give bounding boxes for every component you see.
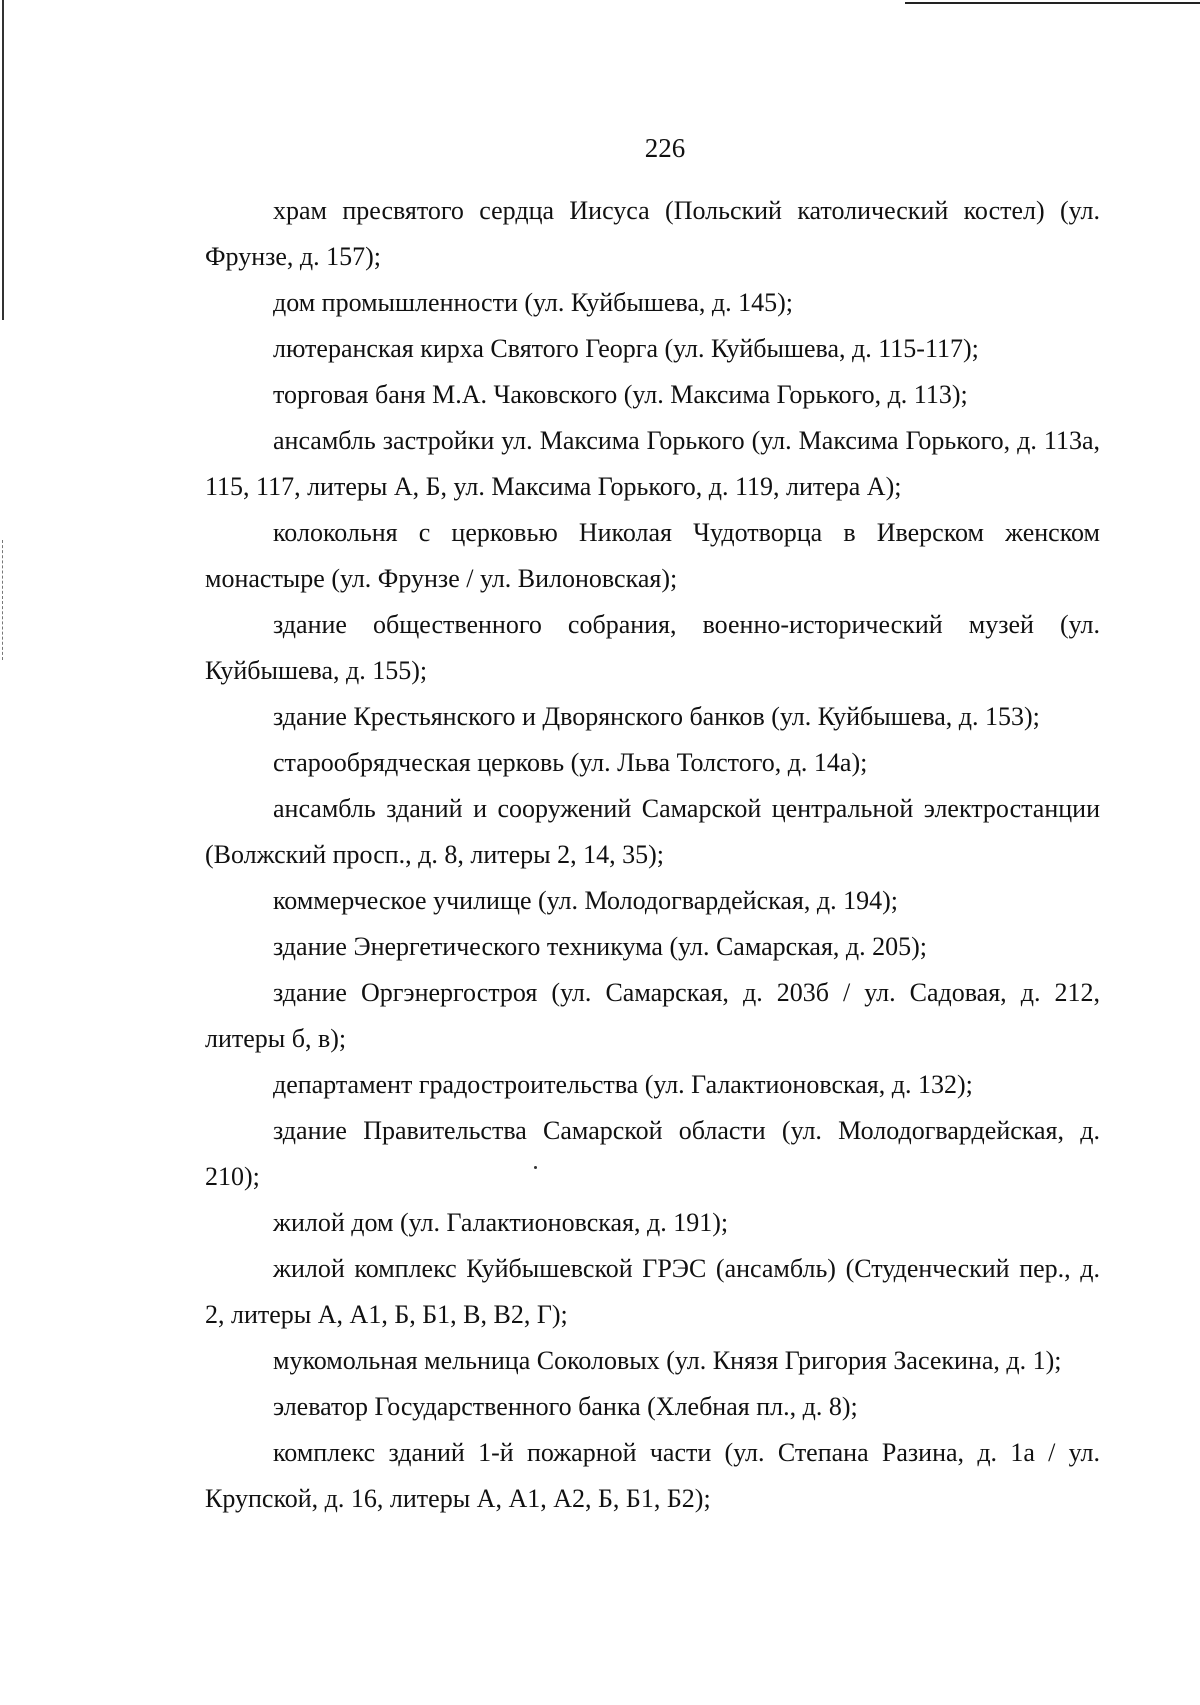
list-item: здание Правительства Самарской области (ул. Молодогвардейская, д. 210); (205, 1116, 1100, 1191)
list-item: комплекс зданий 1-й пожарной части (ул. Степана Разина, д. 1а / ул. Крупской, д. 16, литеры А, А1, А2, Б, Б1, Б2); (205, 1438, 1100, 1513)
list-item: департамент градостроительства (ул. Галактионовская, д. 132); (273, 1070, 973, 1099)
list-item: ансамбль зданий и сооружений Самарской центральной электростанции (Волжский просп., д. 8, литеры 2, 14, 35); (205, 794, 1100, 869)
list-item: мукомольная мельница Соколовых (ул. Князя Григория Засекина, д. 1); (273, 1346, 1062, 1375)
list-item: здание общественного собрания, военно-исторический музей (ул. Куйбышева, д. 155); (205, 610, 1100, 685)
list-item: лютеранская кирха Святого Георга (ул. Куйбышева, д. 115-117); (273, 334, 979, 363)
list-item: торговая баня М.А. Чаковского (ул. Максима Горького, д. 113); (273, 380, 968, 409)
top-border-line (905, 2, 1200, 4)
entry-list (205, 188, 1100, 1522)
list-item: жилой комплекс Куйбышевской ГРЭС (ансамбль) (Студенческий пер., д. 2, литеры А, А1, Б, Б1, В, В2, Г); (205, 1254, 1100, 1329)
list-item: дом промышленности (ул. Куйбышева, д. 145); (273, 288, 793, 317)
list-item: жилой дом (ул. Галактионовская, д. 191); (273, 1208, 729, 1237)
list-item: храм пресвятого сердца Иисуса (Польский католический костел) (ул. Фрунзе, д. 157); (205, 196, 1100, 271)
list-item: коммерческое училище (ул. Молодогвардейская, д. 194); (273, 886, 898, 915)
list-item: элеватор Государственного банка (Хлебная пл., д. 8); (273, 1392, 858, 1421)
list-item: здание Энергетического техникума (ул. Самарская, д. 205); (273, 932, 928, 961)
left-scan-marks (2, 540, 3, 660)
page-number: 226 (644, 133, 686, 163)
list-item: здание Крестьянского и Дворянского банков (ул. Куйбышева, д. 153); (273, 702, 1040, 731)
list-item: здание Оргэнергостроя (ул. Самарская, д. 203б / ул. Садовая, д. 212, литеры б, в); (205, 978, 1100, 1053)
list-item: старообрядческая церковь (ул. Льва Толстого, д. 14а); (273, 748, 868, 777)
list-item: колокольня с церковью Николая Чудотворца в Иверском женском монастыре (ул. Фрунзе / ул. Вилоновская); (205, 518, 1100, 593)
list-item: ансамбль застройки ул. Максима Горького (ул. Максима Горького, д. 113а, 115, 117, литеры А, Б, ул. Максима Горького, д. 119, литера А); (205, 426, 1100, 501)
